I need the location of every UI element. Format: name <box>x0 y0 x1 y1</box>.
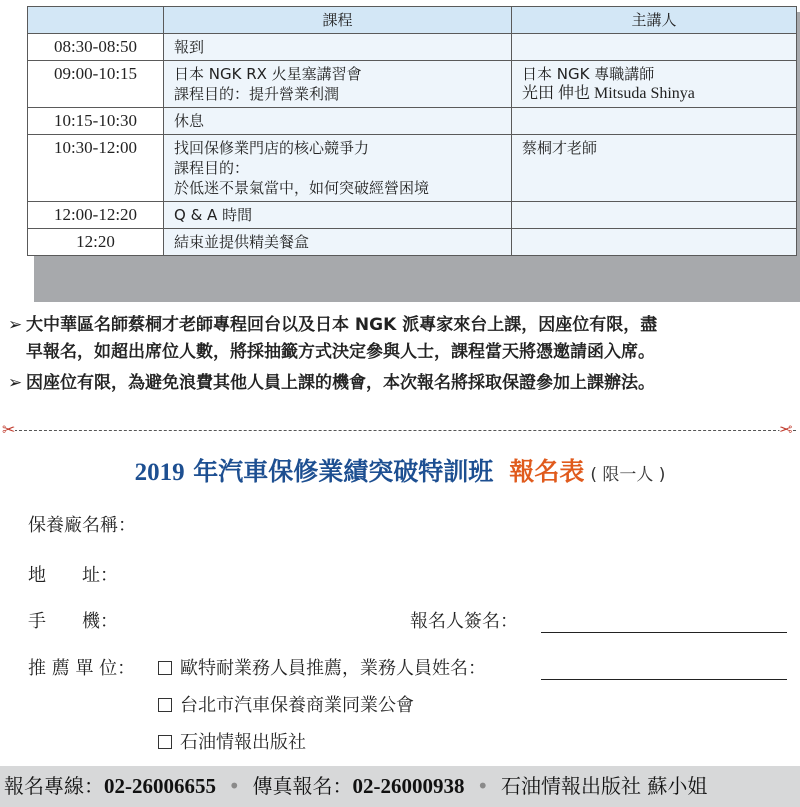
title-registration: 報名表 <box>509 457 585 486</box>
speaker-cell <box>512 229 797 256</box>
fax-label: 傳真報名： <box>252 774 353 798</box>
time-cell: 12:20 <box>28 229 164 256</box>
title-limit: ( 限一人 ) <box>590 465 666 485</box>
contact-text: 石油情報出版社 蘇小姐 <box>501 774 708 798</box>
note-1-line-1: 大中華區名師蔡桐才老師專程回台以及日本 NGK 派專家來台上課，因座位有限，盡 <box>26 315 658 335</box>
course-cell <box>164 229 512 256</box>
speaker-line: 光田 伸也 Mitsuda Shinya <box>522 85 695 102</box>
course-line: 課程目的： <box>174 159 250 177</box>
table-row <box>28 108 797 135</box>
table-row <box>28 202 797 229</box>
referral-option-1[interactable] <box>158 657 486 681</box>
arrow-bullet-icon: ➢ <box>8 315 23 335</box>
time-cell: 10:15-10:30 <box>28 108 164 135</box>
table-row <box>28 34 797 61</box>
referral-option-3-text: 石油情報出版社 <box>180 732 306 753</box>
footer-bar <box>0 766 800 807</box>
referral-label: 推 薦 單 位： <box>28 658 136 679</box>
note-1 <box>8 312 798 366</box>
cut-line <box>4 430 796 431</box>
fax-number: 02-26000938 <box>352 774 465 798</box>
time-cell: 10:30-12:00 <box>28 135 164 202</box>
checkbox[interactable] <box>158 661 172 675</box>
scissors-icon: ✂ <box>779 420 793 439</box>
referral-option-2-text: 台北市汽車保養商業同業公會 <box>180 695 414 716</box>
separator-dot: • <box>476 774 489 798</box>
title-main: 年汽車保修業績突破特訓班 <box>193 457 494 486</box>
table-row <box>28 229 797 256</box>
header-time <box>28 7 164 34</box>
scissors-icon: ✂ <box>2 420 16 439</box>
sales-name-line[interactable] <box>541 679 787 680</box>
course-line: 報到 <box>174 38 205 56</box>
speaker-line: 蔡桐才老師 <box>522 139 598 157</box>
course-cell <box>164 108 512 135</box>
checkbox[interactable] <box>158 698 172 712</box>
referral-option-1-text: 歐特耐業務人員推薦，業務人員姓名： <box>180 658 486 679</box>
title-year: 2019 <box>134 459 185 486</box>
note-1-line-2: 早報名，如超出席位人數，將採抽籤方式決定參與人士，課程當天將憑邀請函入席。 <box>26 342 655 362</box>
course-cell <box>164 61 512 108</box>
separator-dot: • <box>228 774 241 798</box>
course-line: 日本 NGK RX 火星塞講習會 <box>174 65 362 83</box>
arrow-bullet-icon: ➢ <box>8 373 23 393</box>
course-cell <box>164 135 512 202</box>
form-title <box>0 452 800 488</box>
speaker-cell <box>512 61 797 108</box>
address-label: 地 址： <box>28 565 118 586</box>
time-cell: 09:00-10:15 <box>28 61 164 108</box>
header-course: 課程 <box>164 7 512 34</box>
course-line: 結束並提供精美餐盒 <box>174 233 310 251</box>
referral-option-3[interactable] <box>158 731 306 755</box>
speaker-cell <box>512 108 797 135</box>
signature-line[interactable] <box>541 632 787 633</box>
course-cell <box>164 34 512 61</box>
course-line: 休息 <box>174 112 205 130</box>
hotline-label: 報名專線： <box>4 774 104 798</box>
table-header-row <box>28 7 797 34</box>
checkbox[interactable] <box>158 735 172 749</box>
table-row <box>28 135 797 202</box>
speaker-cell <box>512 34 797 61</box>
schedule-table <box>27 6 797 256</box>
speaker-cell <box>512 135 797 202</box>
table-row <box>28 61 797 108</box>
course-cell <box>164 202 512 229</box>
referral-option-2[interactable] <box>158 694 414 718</box>
schedule-table-wrapper <box>27 6 797 296</box>
note-2 <box>8 370 798 397</box>
speaker-cell <box>512 202 797 229</box>
shop-name-label: 保養廠名稱： <box>28 515 136 536</box>
speaker-line: 日本 NGK 專職講師 <box>522 65 655 83</box>
course-line: 找回保修業門店的核心競爭力 <box>174 139 370 157</box>
course-line: 於低迷不景氣當中，如何突破經營困境 <box>174 179 430 197</box>
course-line: Q & A 時間 <box>174 206 253 224</box>
time-cell: 08:30-08:50 <box>28 34 164 61</box>
time-cell: 12:00-12:20 <box>28 202 164 229</box>
hotline-number: 02-26006655 <box>104 774 216 798</box>
signature-label: 報名人簽名： <box>410 611 518 632</box>
note-2-text: 因座位有限，為避免浪費其他人員上課的機會，本次報名將採取保證參加上課辦法。 <box>26 373 655 393</box>
course-line: 課程目的：提升營業利潤 <box>174 85 340 103</box>
header-speaker: 主講人 <box>512 7 797 34</box>
mobile-label: 手 機： <box>28 611 118 632</box>
